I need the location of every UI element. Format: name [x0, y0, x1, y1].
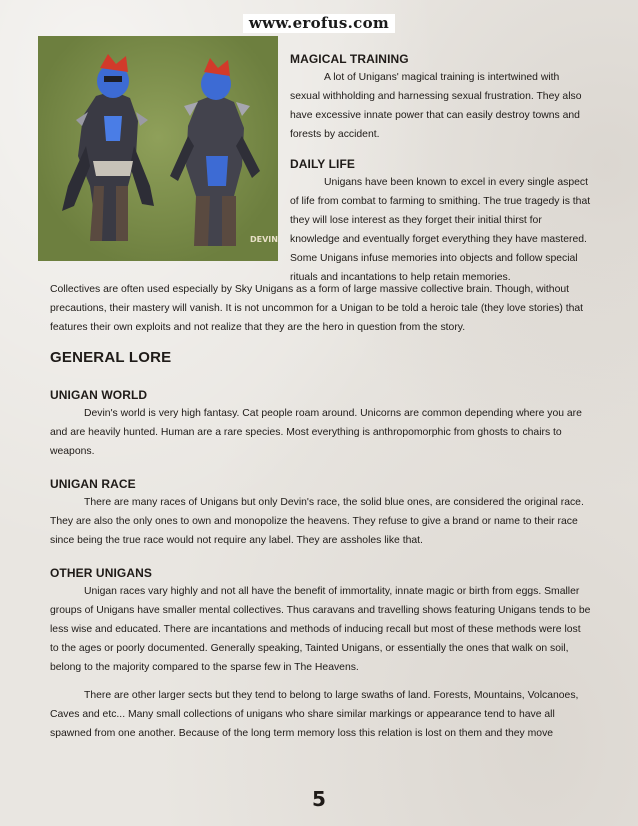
magical-training-paragraph: A lot of Unigans' magical training is intertwined with sexual withholding and harnessing sexual frustration. They also have excessive innate power that can easily destroy towns and forests by accident.: [290, 72, 582, 140]
daily-life-paragraph-1: Unigans have been known to excel in every single aspect of life from combat to farming to smithing. The true tragedy is that they will lose interest as they forget their initial thirst for knowledge and eventually forget everything they have mastered. Some Unigans infuse memories into objects and follow special rituals and incantations to help retain memories.: [290, 177, 591, 283]
unigan-race-body: [50, 493, 592, 550]
daily-life-heading: DAILY LIFE: [290, 157, 356, 171]
unigan-race-paragraph: There are many races of Unigans but only Devin's race, the solid blue ones, are considered the original race. They are also the only ones to own and monopolize the heavens. They refuse to give a brand or name to their race since being the true race would not require any label. They are assholes like that.: [50, 497, 584, 546]
daily-life-paragraph-2: Collectives are often used especially by Sky Unigans as a form of large massive collective brain. Though, without precautions, their mastery will vanish. It is not uncommon for a Unigan to be told a heroic tale (they love stories) that features their own exploits and not realize that they are the hero in question from the story.: [50, 284, 584, 333]
unigan-world-heading: UNIGAN WORLD: [50, 388, 148, 402]
character-front: [62, 54, 154, 241]
other-unigans-body-1: [50, 582, 592, 677]
daily-life-body-wide: [50, 280, 592, 337]
unigan-world-body: [50, 404, 592, 461]
daily-life-body-narrow: [290, 173, 592, 287]
page-number: 5: [312, 787, 326, 811]
unigan-world-paragraph: Devin's world is very high fantasy. Cat people roam around. Unicorns are common depending where you are and are heavily hunted. Human are a rare species. Most everything is anthropomorphic from ghosts to chairs to weapons.: [50, 408, 582, 457]
general-lore-heading: GENERAL LORE: [50, 349, 172, 366]
watermark-bar: [0, 0, 638, 34]
illustration-svg: [38, 36, 278, 261]
magical-training-heading: MAGICAL TRAINING: [290, 52, 409, 66]
other-unigans-paragraph-1: Unigan races vary highly and not all have the benefit of immortality, innate magic or birth from eggs. Smaller groups of Unigans have smaller mental collectives. Thus caravans and travelling shows featuring Unigans tends to be less wise and educated. There are incantations and methods of inducing recall but most of these methods were lost to the ages or poorly documented. Generally speaking, Tainted Unigans, or essentially the ones that walk on soil, belong to the majority compared to the sparse few in The Heavens.: [50, 586, 591, 673]
svg-text:DEVIN: DEVIN: [250, 235, 278, 244]
other-unigans-heading: OTHER UNIGANS: [50, 566, 152, 580]
watermark-text: www.erofus.com: [243, 14, 395, 33]
unigan-race-heading: UNIGAN RACE: [50, 477, 136, 491]
artist-signature: [250, 235, 278, 244]
character-illustration: [38, 36, 278, 261]
other-unigans-body-2: [50, 686, 592, 743]
magical-training-body: [290, 68, 592, 144]
character-back: [170, 58, 260, 246]
other-unigans-paragraph-2: There are other larger sects but they tend to belong to large swaths of land. Forests, Mountains, Volcanoes, Caves and etc... Many small collections of unigans who share similar markings or appearance tend to have all spawned from one another. Because of the long term memory loss this relation is lost on them and they move: [50, 690, 579, 739]
